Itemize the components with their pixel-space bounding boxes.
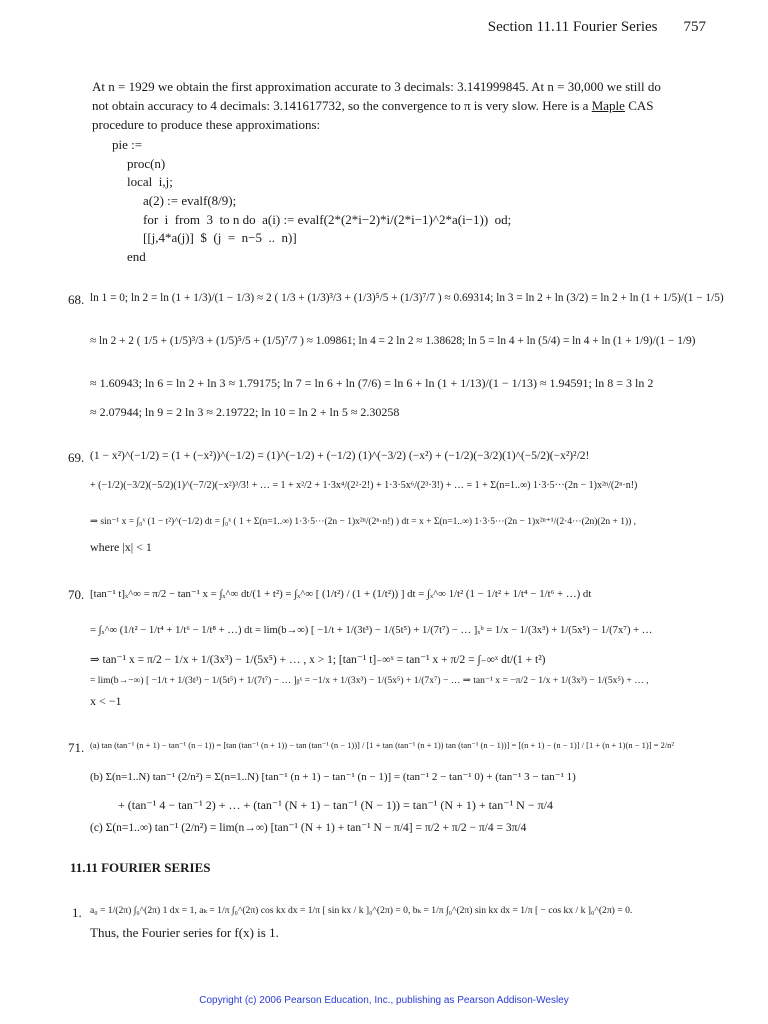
page-number: 757	[683, 19, 706, 35]
copyright-footer: Copyright (c) 2006 Pearson Education, Inc., publishing as Pearson Addison-Wesley	[199, 995, 569, 1006]
code-line-4: a(2) := evalf(8/9);	[143, 193, 237, 208]
problem-68-line-4: ≈ 2.07944; ln 9 = 2 ln 3 ≈ 2.19722; ln 10 = ln 2 + ln 5 ≈ 2.30258	[90, 405, 400, 419]
code-line-3: local i,j;	[127, 174, 173, 189]
problem-71-part-a: (a) tan (tan⁻¹ (n + 1) − tan⁻¹ (n − 1)) = [tan (tan⁻¹ (n + 1)) − tan (tan⁻¹ (n − 1))] / [1 + tan (tan⁻¹ (n + 1)) tan (tan⁻¹ (n − 1))] = [(n + 1) − (n − 1)] / [1 + (n + 1)(n − 1)] = 2/n²	[90, 740, 674, 750]
problem-71-part-b-cont: + (tan⁻¹ 4 − tan⁻¹ 2) + … + (tan⁻¹ (N + 1) − tan⁻¹ (N − 1)) = tan⁻¹ (N + 1) + tan⁻¹ N − π/4	[118, 798, 554, 812]
problem-69-number: 69.	[68, 450, 85, 465]
intro-line-1: At n = 1929 we obtain the first approximation accurate to 3 decimals: 3.141999845. At n = 30,000 we still do	[92, 79, 661, 94]
code-line-7: end	[127, 249, 146, 264]
problem-70-line-1: [tan⁻¹ t]ₓ^∞ = π/2 − tan⁻¹ x = ∫ₓ^∞ dt/(1 + t²) = ∫ₓ^∞ [ (1/t²) / (1 + (1/t²)) ] dt = ∫ₓ^∞ 1/t² (1 − 1/t² + 1/t⁴ − 1/t⁶ + …) dt	[90, 588, 592, 600]
section-title: Section 11.11 Fourier Series	[487, 19, 658, 35]
code-line-5: for i from 3 to n do a(i) := evalf(2*(2*i−2)*i/(2*i−1)^2*a(i−1)) od;	[143, 212, 512, 227]
problem-68-line-1: ln 1 = 0; ln 2 = ln (1 + 1/3)/(1 − 1/3) ≈ 2 ( 1/3 + (1/3)³/3 + (1/3)⁵/5 + (1/3)⁷/7 ) ≈ 0.69314; ln 3 = ln 2 + ln (3/2) = ln 2 + ln (1 + 1/5)/(1 − 1/5)	[90, 292, 724, 304]
problem-70-line-4: = lim(b→−∞) [ −1/t + 1/(3t³) − 1/(5t⁵) + 1/(7t⁷) − … ]ᵦˣ = −1/x + 1/(3x³) − 1/(5x⁵) + 1/(7x⁷) − … ⇒ tan⁻¹ x = −π/2 − 1/x + 1/(3x³) − 1/(5x⁵) + … ,	[90, 675, 649, 686]
problem-68-line-3: ≈ 1.60943; ln 6 = ln 2 + ln 3 ≈ 1.79175; ln 7 = ln 6 + ln (7/6) = ln 6 + ln (1 + 1/13)/(1 − 1/13) ≈ 1.94591; ln 8 = 3 ln 2	[90, 376, 654, 390]
intro-line-2-text: not obtain accuracy to 4 decimals: 3.141617732, so the convergence to π is very slow. Here is a	[92, 98, 589, 113]
problem-68-line-2: ≈ ln 2 + 2 ( 1/5 + (1/5)³/3 + (1/5)⁵/5 + (1/5)⁷/7 ) ≈ 1.09861; ln 4 = 2 ln 2 ≈ 1.38628; ln 5 = ln 4 + ln (5/4) = ln 4 + ln (1 + 1/9)/(1 − 1/9)	[90, 335, 696, 347]
code-line-1: pie :=	[112, 137, 143, 152]
problem-1-number: 1.	[72, 905, 82, 920]
problem-68-number: 68.	[68, 292, 85, 307]
problem-1-line-2: Thus, the Fourier series for f(x) is 1.	[90, 925, 279, 940]
page-header	[488, 19, 706, 36]
problem-71-part-c: (c) Σ(n=1..∞) tan⁻¹ (2/n²) = lim(n→∞) [tan⁻¹ (N + 1) + tan⁻¹ N − π/4] = π/2 + π/2 − π/4 = 3π/4	[90, 822, 527, 834]
intro-line-3: procedure to produce these approximations:	[92, 117, 321, 132]
problem-70-number: 70.	[68, 587, 85, 602]
problem-69-line-1: (1 − x²)^(−1/2) = (1 + (−x²))^(−1/2) = (1)^(−1/2) + (−1/2) (1)^(−3/2) (−x²) + (−1/2)(−3/2)(1)^(−5/2)(−x²)²/2!	[90, 450, 590, 462]
code-line-6: [[j,4*a(j)] $ (j = n−5 .. n)]	[143, 230, 297, 245]
problem-71-number: 71.	[68, 740, 85, 755]
cas-label: CAS	[628, 98, 654, 113]
problem-71-part-b: (b) Σ(n=1..N) tan⁻¹ (2/n²) = Σ(n=1..N) [tan⁻¹ (n + 1) − tan⁻¹ (n − 1)] = (tan⁻¹ 2 − tan⁻¹ 0) + (tan⁻¹ 3 − tan⁻¹ 1)	[90, 771, 576, 783]
problem-70-line-5: x < −1	[90, 694, 122, 708]
problem-70-line-2: = ∫ₓ^∞ (1/t² − 1/t⁴ + 1/t⁶ − 1/t⁸ + …) dt = lim(b→∞) [ −1/t + 1/(3t³) − 1/(5t⁵) + 1/(7t⁷) − … ]ₓᵇ = 1/x − 1/(3x³) + 1/(5x⁵) − 1/(7x⁷) + …	[90, 625, 653, 636]
maple-link: Maple	[591, 98, 625, 113]
problem-69-line-2: + (−1/2)(−3/2)(−5/2)(1)^(−7/2)(−x²)³/3! + … = 1 + x²/2 + 1·3x⁴/(2²·2!) + 1·3·5x⁶/(2³·3!) + … = 1 + Σ(n=1..∞) 1·3·5···(2n − 1)x²ⁿ/(2ⁿ·n!)	[90, 480, 638, 491]
code-line-2: proc(n)	[127, 156, 166, 171]
problem-70-line-3: ⇒ tan⁻¹ x = π/2 − 1/x + 1/(3x³) − 1/(5x⁵) + … , x > 1; [tan⁻¹ t]₋∞ˣ = tan⁻¹ x + π/2 = ∫₋∞ˣ dt/(1 + t²)	[90, 654, 546, 666]
intro-line-2	[92, 96, 653, 115]
problem-69-line-3: ⇒ sin⁻¹ x = ∫₀ˣ (1 − t²)^(−1/2) dt = ∫₀ˣ ( 1 + Σ(n=1..∞) 1·3·5···(2n − 1)x²ⁿ/(2ⁿ·n!) ) dt = x + Σ(n=1..∞) 1·3·5···(2n − 1)x²ⁿ⁺¹/(2·4···(2n)(2n + 1)) ,	[90, 517, 637, 527]
problem-1-line-1: a₀ = 1/(2π) ∫₀^(2π) 1 dx = 1, aₖ = 1/π ∫₀^(2π) cos kx dx = 1/π [ sin kx / k ]₀^(2π) = 0, bₖ = 1/π ∫₀^(2π) sin kx dx = 1/π [ − cos kx / k ]₀^(2π) = 0.	[90, 905, 633, 916]
problem-69-line-4: where |x| < 1	[90, 540, 152, 554]
section-heading: 11.11 FOURIER SERIES	[70, 860, 211, 875]
